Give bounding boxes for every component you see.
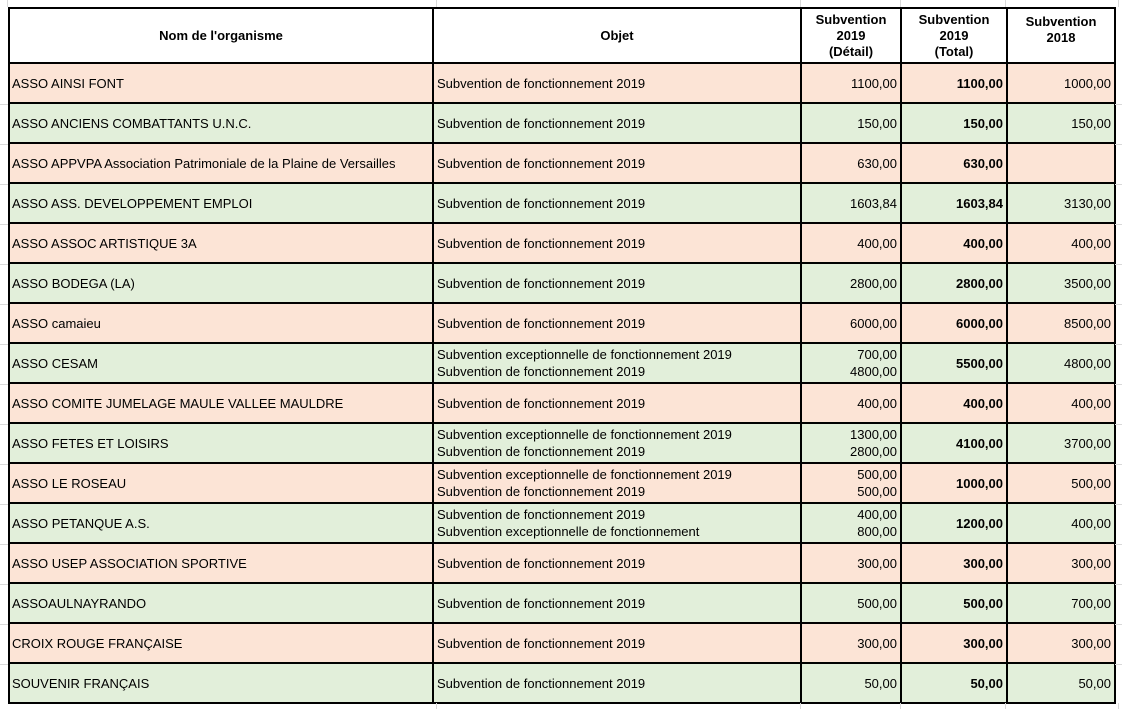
cell-line: 630,00 — [857, 155, 897, 171]
subvention-2019-detail-cell — [801, 463, 901, 503]
subvention-2019-total-cell: 1100,00 — [901, 63, 1007, 103]
subvention-2019-total-cell: 5500,00 — [901, 343, 1007, 383]
gridline — [900, 703, 901, 709]
table-row — [9, 223, 1115, 263]
cell-line: Subvention exceptionnelle de fonctionnement 2019 — [437, 347, 732, 362]
gridline — [1115, 344, 1122, 345]
subvention-2018-cell: 400,00 — [1007, 223, 1115, 263]
header-line: Subvention — [1025, 14, 1097, 29]
objet-cell — [433, 263, 801, 303]
gridline — [0, 544, 8, 545]
gridline — [0, 144, 8, 145]
table-row — [9, 183, 1115, 223]
subvention-2019-total-cell: 1000,00 — [901, 463, 1007, 503]
gridline — [1115, 184, 1122, 185]
subvention-2018-cell: 3700,00 — [1007, 423, 1115, 463]
org-name-cell: ASSO BODEGA (LA) — [9, 263, 433, 303]
subvention-2019-detail-cell — [801, 263, 901, 303]
subvention-2019-detail-cell — [801, 543, 901, 583]
objet-cell — [433, 343, 801, 383]
cell-line: 300,00 — [857, 555, 897, 571]
cell-line: 400,00 — [857, 507, 897, 522]
cell-line: 150,00 — [857, 115, 897, 131]
cell-line: 2800,00 — [850, 275, 897, 291]
org-name-cell: ASSO camaieu — [9, 303, 433, 343]
subvention-2019-total-cell: 630,00 — [901, 143, 1007, 183]
cell-line: Subvention de fonctionnement 2019 — [437, 555, 646, 571]
cell-line: Subvention exceptionnelle de fonctionnement 2019 — [437, 427, 732, 442]
subvention-2019-detail-cell — [801, 383, 901, 423]
cell-line: Subvention de fonctionnement 2019 — [437, 675, 646, 691]
org-name-cell: CROIX ROUGE FRANÇAISE — [9, 623, 433, 663]
col-header-nom-organisme: Nom de l'organisme — [9, 8, 433, 63]
objet-cell — [433, 103, 801, 143]
table-row — [9, 143, 1115, 183]
table-body — [9, 63, 1115, 703]
subvention-2018-cell — [1007, 143, 1115, 183]
cell-line: Subvention de fonctionnement 2019 — [437, 235, 646, 251]
gridline — [0, 504, 8, 505]
org-name-cell: ASSO COMITE JUMELAGE MAULE VALLEE MAULDRE — [9, 383, 433, 423]
table-row — [9, 263, 1115, 303]
gridline — [1115, 424, 1122, 425]
objet-cell — [433, 223, 801, 263]
header-line: Subvention — [815, 11, 887, 27]
org-name-cell: SOUVENIR FRANÇAIS — [9, 663, 433, 703]
org-name-cell: ASSO USEP ASSOCIATION SPORTIVE — [9, 543, 433, 583]
col-header-objet: Objet — [433, 8, 801, 63]
cell-line: 6000,00 — [850, 315, 897, 331]
objet-cell — [433, 663, 801, 703]
org-name-cell: ASSO APPVPA Association Patrimoniale de la Plaine de Versailles — [9, 143, 433, 183]
table-row — [9, 343, 1115, 383]
gridline — [1115, 144, 1122, 145]
org-name-cell: ASSO ASSOC ARTISTIQUE 3A — [9, 223, 433, 263]
header-line: 2018 — [1046, 30, 1076, 45]
subvention-2018-cell: 700,00 — [1007, 583, 1115, 623]
table-row — [9, 503, 1115, 543]
gridline — [0, 304, 8, 305]
subvention-2019-detail-cell — [801, 343, 901, 383]
gridline — [1115, 664, 1122, 665]
gridline — [0, 424, 8, 425]
table-row — [9, 63, 1115, 103]
gridline — [1115, 464, 1122, 465]
table-row — [9, 463, 1115, 503]
cell-line: Subvention de fonctionnement 2019 — [437, 595, 646, 611]
subvention-2019-total-cell: 4100,00 — [901, 423, 1007, 463]
cell-line: 2800,00 — [850, 444, 897, 459]
subvention-2019-detail-cell — [801, 583, 901, 623]
cell-line: 1100,00 — [850, 75, 897, 91]
org-name-cell: ASSO CESAM — [9, 343, 433, 383]
gridline — [0, 104, 8, 105]
cell-line: Subvention de fonctionnement 2019 — [437, 395, 646, 411]
gridline — [800, 703, 801, 709]
subvention-2019-total-cell: 300,00 — [901, 543, 1007, 583]
cell-line: Subvention de fonctionnement 2019 — [437, 507, 646, 522]
table-header-row — [9, 8, 1115, 63]
cell-line: Subvention de fonctionnement 2019 — [437, 115, 646, 131]
org-name-cell: ASSO FETES ET LOISIRS — [9, 423, 433, 463]
cell-line: 500,00 — [857, 484, 897, 499]
gridline — [1115, 104, 1122, 105]
table-row — [9, 623, 1115, 663]
header-line: (Total) — [934, 43, 974, 59]
gridline — [800, 0, 801, 7]
table-row — [9, 303, 1115, 343]
gridline — [900, 0, 901, 7]
subvention-2019-total-cell: 150,00 — [901, 103, 1007, 143]
cell-line: 1300,00 — [850, 427, 897, 442]
objet-cell — [433, 503, 801, 543]
org-name-cell: ASSO ASS. DEVELOPPEMENT EMPLOI — [9, 183, 433, 223]
gridline — [0, 224, 8, 225]
subvention-2019-detail-cell — [801, 303, 901, 343]
cell-line: Subvention de fonctionnement 2019 — [437, 635, 646, 651]
subvention-2019-total-cell: 6000,00 — [901, 303, 1007, 343]
org-name-cell: ASSO ANCIENS COMBATTANTS U.N.C. — [9, 103, 433, 143]
gridline — [0, 464, 8, 465]
subvention-2018-cell: 8500,00 — [1007, 303, 1115, 343]
gridline — [1115, 504, 1122, 505]
col-header-subvention-2019-total — [901, 8, 1007, 63]
subvention-2018-cell: 300,00 — [1007, 543, 1115, 583]
objet-cell — [433, 543, 801, 583]
subvention-2018-cell: 1000,00 — [1007, 63, 1115, 103]
subvention-2018-cell: 300,00 — [1007, 623, 1115, 663]
org-name-cell: ASSO LE ROSEAU — [9, 463, 433, 503]
gridline — [0, 664, 8, 665]
gridline — [1118, 703, 1119, 709]
subvention-2019-detail-cell — [801, 623, 901, 663]
subvention-2019-total-cell: 2800,00 — [901, 263, 1007, 303]
header-line: 2019 — [939, 27, 969, 43]
cell-line: 4800,00 — [850, 364, 897, 379]
objet-cell — [433, 383, 801, 423]
gridline — [1005, 703, 1006, 709]
cell-line: 500,00 — [857, 595, 897, 611]
gridline — [0, 584, 8, 585]
subvention-2019-detail-cell — [801, 183, 901, 223]
subvention-2019-detail-cell — [801, 663, 901, 703]
cell-line: Subvention de fonctionnement 2019 — [437, 195, 646, 211]
subvention-2019-total-cell: 400,00 — [901, 383, 1007, 423]
gridline — [1115, 584, 1122, 585]
objet-cell — [433, 303, 801, 343]
cell-line: Subvention de fonctionnement 2019 — [437, 444, 646, 459]
gridline — [1115, 624, 1122, 625]
cell-line: Subvention de fonctionnement 2019 — [437, 275, 646, 291]
subvention-2019-total-cell: 400,00 — [901, 223, 1007, 263]
subvention-2018-cell: 500,00 — [1007, 463, 1115, 503]
subvention-2019-detail-cell — [801, 223, 901, 263]
cell-line: Subvention de fonctionnement 2019 — [437, 75, 646, 91]
gridline — [0, 624, 8, 625]
objet-cell — [433, 183, 801, 223]
cell-line: 500,00 — [857, 467, 897, 482]
org-name-cell: ASSO AINSI FONT — [9, 63, 433, 103]
objet-cell — [433, 423, 801, 463]
subvention-2018-cell: 3130,00 — [1007, 183, 1115, 223]
cell-line: 300,00 — [857, 635, 897, 651]
gridline — [1115, 544, 1122, 545]
objet-cell — [433, 463, 801, 503]
table-row — [9, 663, 1115, 703]
subvention-2019-detail-cell — [801, 143, 901, 183]
subvention-2019-total-cell: 500,00 — [901, 583, 1007, 623]
cell-line: 800,00 — [857, 524, 897, 539]
gridline — [436, 0, 437, 7]
objet-cell — [433, 623, 801, 663]
subvention-2018-cell: 400,00 — [1007, 383, 1115, 423]
col-header-subvention-2019-detail — [801, 8, 901, 63]
gridline — [436, 703, 437, 709]
subvention-2019-total-cell: 1200,00 — [901, 503, 1007, 543]
cell-line: 400,00 — [857, 395, 897, 411]
subvention-2019-total-cell: 300,00 — [901, 623, 1007, 663]
table-row — [9, 383, 1115, 423]
header-line: 2019 — [836, 27, 866, 43]
gridline — [0, 344, 8, 345]
objet-cell — [433, 143, 801, 183]
gridline — [1118, 0, 1119, 7]
header-line: (Détail) — [828, 43, 874, 59]
gridline — [7, 0, 8, 7]
subvention-2019-detail-cell — [801, 103, 901, 143]
org-name-cell: ASSOAULNAYRANDO — [9, 583, 433, 623]
cell-line: Subvention exceptionnelle de fonctionnement 2019 — [437, 467, 732, 482]
gridline — [1115, 264, 1122, 265]
cell-line: Subvention de fonctionnement 2019 — [437, 155, 646, 171]
subvention-2018-cell: 3500,00 — [1007, 263, 1115, 303]
subvention-2019-detail-cell — [801, 63, 901, 103]
org-name-cell: ASSO PETANQUE A.S. — [9, 503, 433, 543]
gridline — [0, 264, 8, 265]
objet-cell — [433, 583, 801, 623]
subvention-2019-detail-cell — [801, 503, 901, 543]
subvention-2018-cell: 150,00 — [1007, 103, 1115, 143]
table-row — [9, 423, 1115, 463]
cell-line: Subvention exceptionnelle de fonctionnement — [437, 524, 700, 539]
cell-line: Subvention de fonctionnement 2019 — [437, 315, 646, 331]
table-row — [9, 103, 1115, 143]
subventions-table — [8, 7, 1116, 704]
objet-cell — [433, 63, 801, 103]
gridline — [1115, 304, 1122, 305]
gridline — [1005, 0, 1006, 7]
header-line: Subvention — [918, 11, 990, 27]
subvention-2018-cell: 4800,00 — [1007, 343, 1115, 383]
gridline — [1115, 224, 1122, 225]
subvention-2018-cell: 400,00 — [1007, 503, 1115, 543]
gridline — [0, 184, 8, 185]
subvention-2019-total-cell: 50,00 — [901, 663, 1007, 703]
cell-line: 1603,84 — [850, 195, 897, 211]
cell-line: 700,00 — [857, 347, 897, 362]
table-row — [9, 583, 1115, 623]
col-header-subvention-2018 — [1007, 8, 1115, 63]
gridline — [1115, 384, 1122, 385]
cell-line: 50,00 — [864, 675, 897, 691]
gridline — [0, 384, 8, 385]
cell-line: 400,00 — [857, 235, 897, 251]
cell-line: Subvention de fonctionnement 2019 — [437, 484, 646, 499]
subvention-2019-detail-cell — [801, 423, 901, 463]
subvention-2018-cell: 50,00 — [1007, 663, 1115, 703]
cell-line: Subvention de fonctionnement 2019 — [437, 364, 646, 379]
table-row — [9, 543, 1115, 583]
subvention-2019-total-cell: 1603,84 — [901, 183, 1007, 223]
